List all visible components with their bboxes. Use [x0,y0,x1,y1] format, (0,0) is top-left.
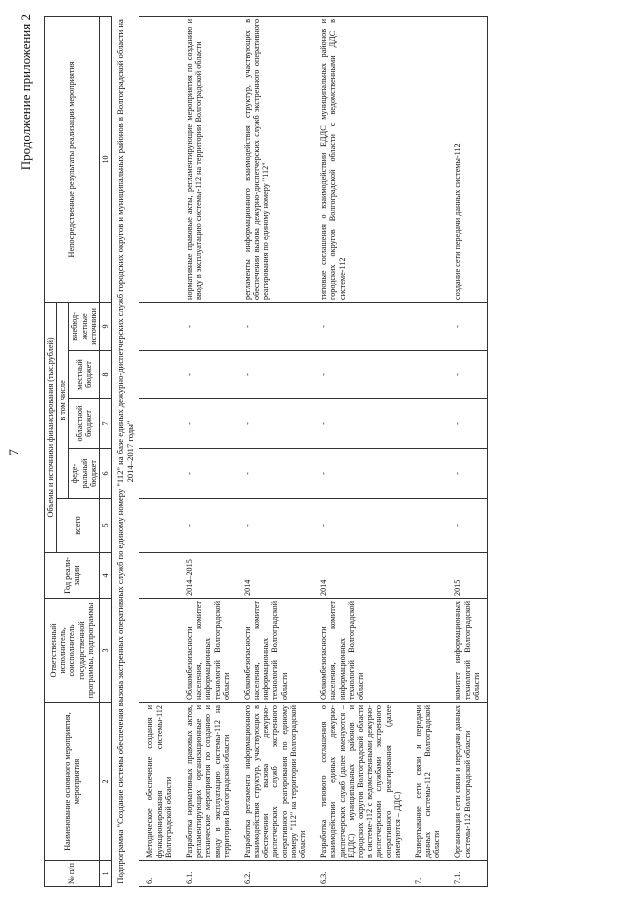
cell-num: 7. [408,861,448,887]
cell-regional [408,399,448,449]
cell-extra: - [313,302,408,350]
cell-num: 6.1. [179,861,237,887]
cell-total [139,499,179,553]
cell-federal: - [179,449,237,499]
cell-exec [408,599,448,703]
header-total: всего [57,499,100,553]
cell-extra: - [179,302,237,350]
cell-name: Организация сети связи и передачи данных системы-112 Волгоградской области [447,703,487,861]
table-row [237,16,313,886]
colnum: 5 [99,499,111,553]
cell-total: - [447,499,487,553]
header-num: № п/п [45,861,100,887]
table-row [408,16,448,886]
cell-local: - [313,351,408,399]
cell-regional: - [313,399,408,449]
table-row [313,16,408,886]
colnum: 1 [99,861,111,887]
table-row [447,16,487,886]
cell-result: создание сети передачи данных системы-112 [447,16,487,302]
cell-result: нормативные правовые акты, регламентирующие мероприятия по созданию и вводу в эксплуатацию системы-112 на территории Волгоградской области [179,16,237,302]
cell-federal [408,449,448,499]
cell-regional: - [179,399,237,449]
cell-name: Методическое обеспечение создания и функционирования системы-112 Волгоградской области [139,703,179,861]
table-body [139,16,487,886]
cell-year [408,553,448,599]
header-year: Год реали-зации [45,553,100,599]
table-row [139,16,179,886]
table-row [179,16,237,886]
colnum: 8 [99,351,111,399]
cell-extra: - [237,302,313,350]
cell-result [139,16,179,302]
header-results: Непосредственные результаты реализации мероприятия [45,16,100,302]
colnum: 7 [99,399,111,449]
cell-regional: - [237,399,313,449]
cell-federal [139,449,179,499]
cell-total: - [237,499,313,553]
cell-name: Разработка регламента информационного взаимодействия структур, участвующих в обеспечении вызова дежурно-диспетчерских служб экстренного оперативного реагирования по единому номеру "112" на территории Волгоградской области [237,703,313,861]
colnum: 10 [99,16,111,302]
cell-year: 2014 [313,553,408,599]
cell-extra [139,302,179,350]
cell-federal: - [313,449,408,499]
colnum: 9 [99,302,111,350]
column-numbers-row [99,16,111,886]
cell-local [139,351,179,399]
cell-num: 6. [139,861,179,887]
header-federal: феде-ральный бюджет [69,449,100,499]
header-regional: областной бюджет [69,399,100,449]
cell-local [408,351,448,399]
cell-year: 2015 [447,553,487,599]
colnum: 6 [99,449,111,499]
cell-regional: - [447,399,487,449]
cell-exec: Облкомбезопасности населения, комитет информационных технологий Волгоградской области [179,599,237,703]
cell-regional [139,399,179,449]
program-table [44,16,488,887]
page-number: 7 [6,449,21,456]
cell-exec: комитет информационных технологий Волгоградской области [447,599,487,703]
cell-result: регламенты информационного взаимодействия структур, участвующих в обеспечении вызова дежурно-диспетчерских служб экстренного оперативного реагирования по единому номеру "112" [237,16,313,302]
header-incl: в том числе [57,302,69,498]
cell-num: 7.1. [447,861,487,887]
cell-result [408,16,448,302]
cell-name: Разработка типового соглашения о взаимодействии единых дежурно-диспетчерских служб (далее именуются – ЕДДС) муниципальных районов и городских округов Волгоградской области в системе-112 с ведомственными дежурно-диспетчерскими службами экстренного оперативного реагирования (далее именуются – ДДС) [313,703,408,861]
cell-local: - [447,351,487,399]
cell-exec: Облкомбезопасности населения, комитет информационных технологий Волгоградской области [237,599,313,703]
appendix-label: Продолжение приложения 2 [18,14,33,171]
cell-year: 2014–2015 [179,553,237,599]
cell-exec [139,599,179,703]
cell-local: - [179,351,237,399]
cell-name: Разработка нормативных правовых актов, регламентирующих организационные и технические мероприятия по созданию и вводу в эксплуатацию системы-112 на территории Волгоградской области [179,703,237,861]
colnum: 3 [99,599,111,703]
cell-extra: - [447,302,487,350]
cell-local: - [237,351,313,399]
header-local: местный бюджет [69,351,100,399]
header-exec: Ответственный исполнитель, соисполнитель государственной программы, подпрограммы [45,599,100,703]
cell-result: типовые соглашения о взаимодействии ЕДДС муниципальных районов и городских округов Волгоградской области с ведомственными ДДС в системе-112 [313,16,408,302]
cell-exec: Облкомбезопасности населения, комитет информационных технологий Волгоградской области [313,599,408,703]
colnum: 2 [99,703,111,861]
cell-year [139,553,179,599]
cell-total: - [179,499,237,553]
cell-total: - [313,499,408,553]
cell-year: 2014 [237,553,313,599]
subprogram-title: Подпрограмма "Создание системы обеспечения вызова экстренных оперативных служб по единому номеру "112" на базе единых дежурно-диспетчерских служб городских округов и муниципальных районов в Волгоградской области на 2014–2017 годы" [115,19,135,884]
colnum: 4 [99,553,111,599]
cell-num: 6.3. [313,861,408,887]
cell-name: Развертывание сети связи и передачи данных системы-112 Волгоградской области [408,703,448,861]
cell-extra [408,302,448,350]
cell-federal: - [447,449,487,499]
cell-federal: - [237,449,313,499]
header-extra: внебюд-жетные источники [69,302,100,350]
cell-total [408,499,448,553]
cell-num: 6.2. [237,861,313,887]
header-name: Наименование основного мероприятия, мероприятия [45,703,100,861]
header-funding: Объемы и источники финансирования (тыс.рублей) [45,302,57,552]
